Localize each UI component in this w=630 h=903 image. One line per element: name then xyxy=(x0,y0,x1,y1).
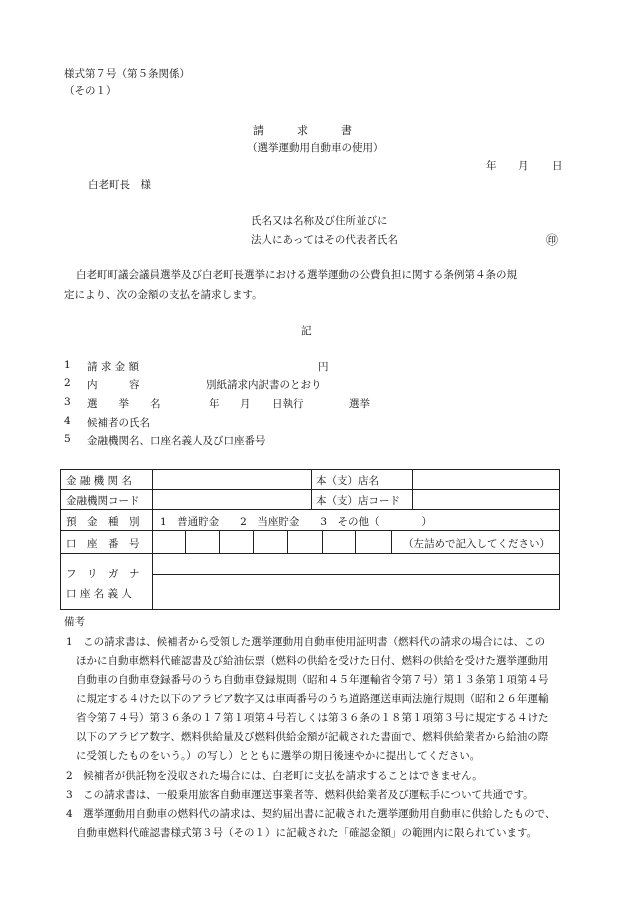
deposit-type-options: 1 普通貯金 2 当座貯金 3 その他（ ） xyxy=(160,516,433,528)
note-3: 3 この請求書は、一般乗用旅客自動車運送事業者等、燃料供給業者及び運転手について共通です。 xyxy=(66,789,534,801)
note-2: 2 候補者が供託物を没収された場合には、白老町に支払を請求することはできません。 xyxy=(66,770,483,782)
item-number: 4 xyxy=(64,415,71,427)
note-4-line: 4 選挙運動用自動車の燃料代の請求は、契約届出書に記載された選挙運動用自動車に供給したもので、 xyxy=(66,808,556,820)
note-1-line: に受領したものをいう。）の写し）とともに選挙の期日後速やかに提出してください。 xyxy=(76,750,481,762)
row-divider xyxy=(61,530,559,531)
furigana-label: フ リ ガ ナ xyxy=(66,568,140,580)
item-month: 月 xyxy=(240,398,251,410)
item-value: 円 xyxy=(318,361,329,373)
col-divider xyxy=(311,470,312,509)
row-divider xyxy=(152,574,559,575)
row-divider xyxy=(61,509,559,510)
applicant-line1: 氏名又は名称及び住所並びに xyxy=(251,215,388,227)
digit-divider xyxy=(185,530,186,553)
notes-heading: 備考 xyxy=(64,616,85,628)
item-value: 別紙請求内訳書のとおり xyxy=(206,379,322,391)
date-year: 年 xyxy=(486,160,497,172)
ki-heading: 記 xyxy=(301,325,312,337)
item-number: 1 xyxy=(64,359,71,371)
bank-table xyxy=(60,469,560,610)
intro-line1: 白老町町議会議員選挙及び白老町長選挙における選挙運動の公費負担に関する条例第４条の規 xyxy=(76,269,517,281)
note-1-line: 自動車の自動車登録番号のうち自動車登録規則（昭和４５年運輸省令第７号）第１３条第１項第４号 xyxy=(76,674,549,686)
item-label: 候補者の氏名 xyxy=(87,417,150,429)
form-sub-number: （その１） xyxy=(64,85,117,97)
page-subtitle: （選挙運動用自動車の使用） xyxy=(247,142,384,154)
digit-divider xyxy=(219,530,220,553)
item-label: 金融機関名、口座名義人及び口座番号 xyxy=(87,435,266,447)
page-title: 請 求 書 xyxy=(253,124,352,137)
account-holder-label: 口 座 名 義 人 xyxy=(66,588,132,600)
digit-divider xyxy=(253,530,254,553)
date-day: 日 xyxy=(552,160,563,172)
date-month: 月 xyxy=(518,160,529,172)
row-divider xyxy=(61,489,559,490)
note-1-line: に規定する４けた以下のアラビア数字又は車両番号のうち道路運送車両法施行規則（昭和２６年運輸 xyxy=(76,693,549,705)
form-number: 様式第７号（第５条関係） xyxy=(64,68,190,80)
item-number: 5 xyxy=(64,433,71,445)
applicant-line2: 法人にあってはその代表者氏名 xyxy=(251,234,398,246)
row-divider xyxy=(61,553,559,554)
bank-code-label: 金融機関コード xyxy=(66,495,140,507)
seal-mark: ㊞ xyxy=(546,233,559,247)
item-day: 日執行 xyxy=(272,398,304,410)
item-label: 選 挙 名 xyxy=(87,398,161,410)
item-number: 3 xyxy=(64,396,71,408)
intro-line2: 定により、次の金額の支払を請求します。 xyxy=(64,289,263,301)
note-1-line: 以下のアラビア数字、燃料供給量及び燃料供給金額が記載された書面で、燃料供給業者から給油の際 xyxy=(76,731,549,743)
digit-divider xyxy=(287,530,288,553)
col-divider xyxy=(152,470,153,609)
note-4-line: 自動車燃料代確認書様式第３号（その１）に記載された「確認金額」の範囲内に限られています。 xyxy=(76,827,538,839)
addressee: 白老町長 様 xyxy=(88,179,151,191)
item-tail: 選挙 xyxy=(349,398,370,410)
item-label: 請 求 金 額 xyxy=(87,361,140,373)
account-number-note: （左詰めで記入してください） xyxy=(403,538,550,550)
bank-name-label: 金 融 機 関 名 xyxy=(66,475,132,487)
digit-divider xyxy=(322,530,323,553)
note-1-line: 省令第７４号）第３６条の１７第１項第４号若しくは第３６条の１８第１項第３号に規定する４けた xyxy=(76,712,549,724)
note-1-line: ほかに自動車燃料代確認書及び給油伝票（燃料の供給を受けた日付、燃料の供給を受けた選挙運動用 xyxy=(76,655,549,667)
item-year: 年 xyxy=(209,398,220,410)
col-divider xyxy=(412,470,413,509)
digit-divider xyxy=(391,530,392,553)
item-number: 2 xyxy=(64,377,71,389)
digit-divider xyxy=(355,530,356,553)
branch-name-label: 本（支）店名 xyxy=(316,475,379,487)
note-1-line: 1 この請求書は、候補者から受領した選挙運動用自動車使用証明書（燃料代の請求の場合には、この xyxy=(66,636,546,648)
branch-code-label: 本（支）店コード xyxy=(316,495,400,507)
account-number-label: 口 座 番 号 xyxy=(66,538,140,550)
deposit-type-label: 預 金 種 別 xyxy=(66,516,140,528)
item-label: 内 容 xyxy=(87,379,140,391)
